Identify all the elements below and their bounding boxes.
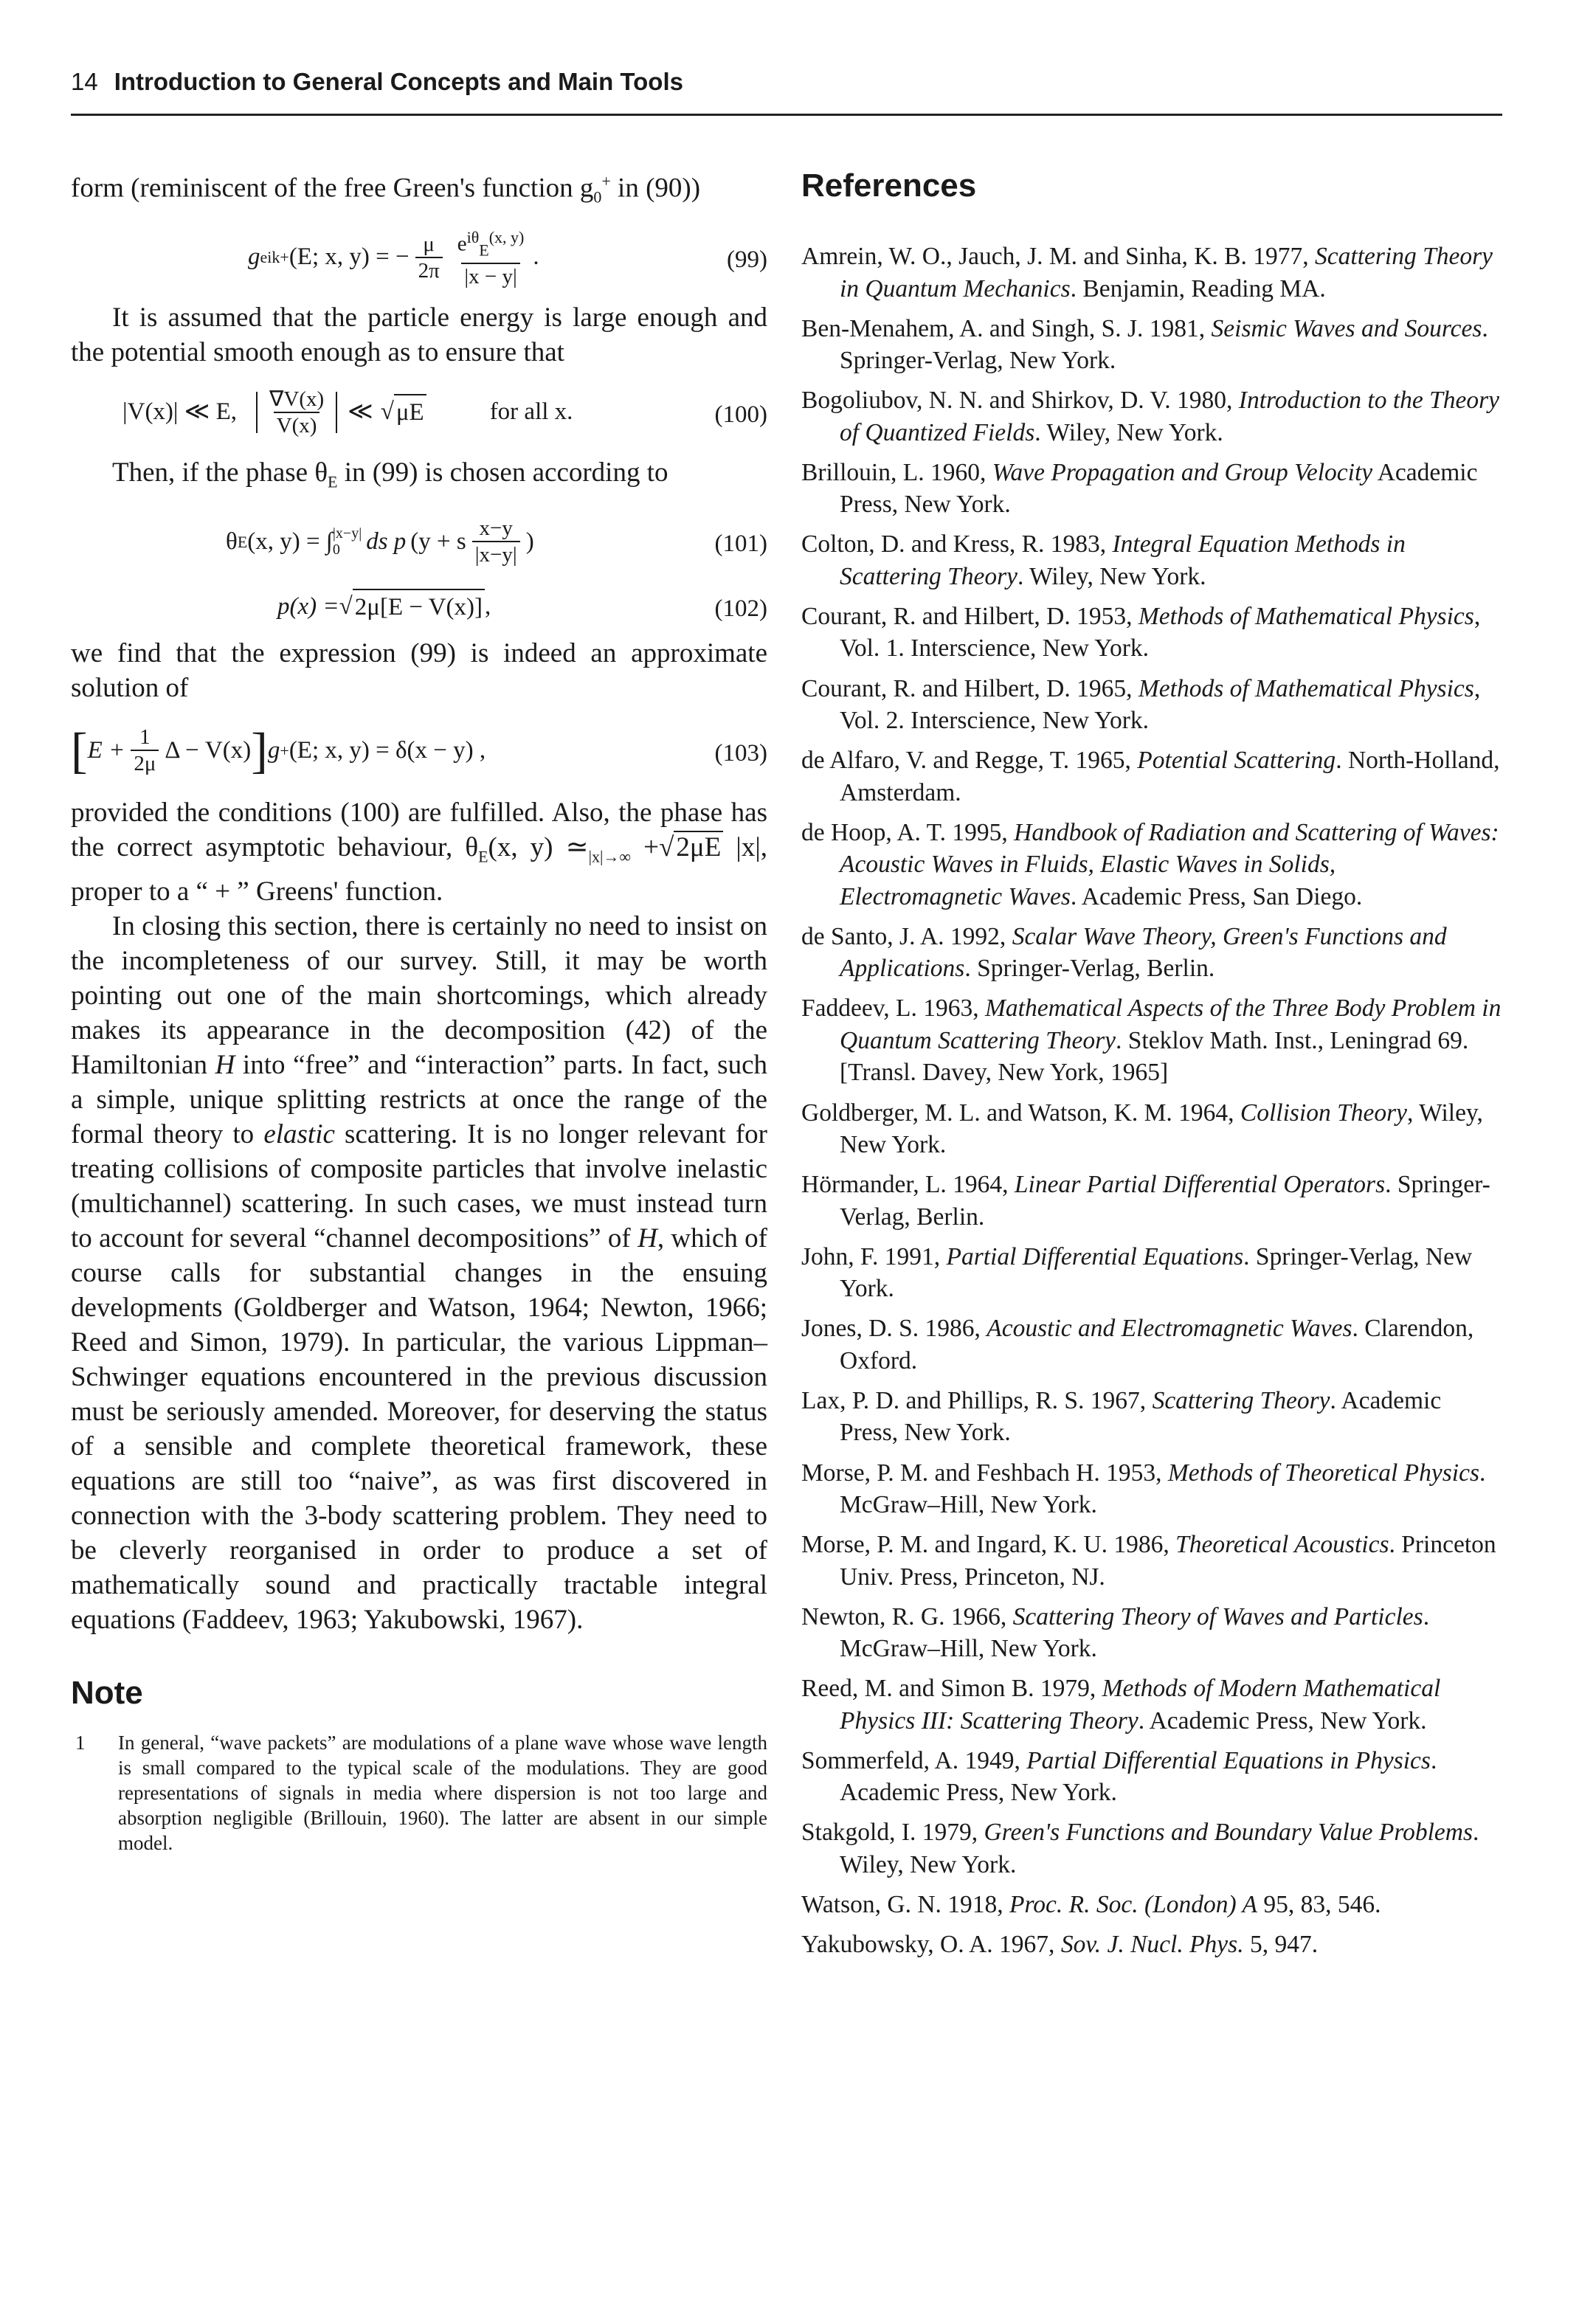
paragraph-intro xyxy=(71,164,767,215)
equation-103 xyxy=(71,713,767,788)
reference-authors: Colton, D. and Kress, R. 1983, xyxy=(801,530,1113,558)
eq102-lhs: p(x) = xyxy=(277,592,339,620)
eq102-number: (102) xyxy=(714,595,767,623)
reference-authors: Morse, P. M. and Feshbach H. 1953, xyxy=(801,1459,1168,1487)
reference-title: Seismic Waves and Sources xyxy=(1211,314,1482,342)
reference-publisher: . Steklov Math. Inst., Leningrad 69. [Transl. Davey, New York, 1965] xyxy=(840,1026,1469,1087)
closing-text-a: In closing this section, there is certainly no need to insist on the incompleteness of our survey. Still, it may be worth pointing out one of the main shortcomings, which already makes its appearance in the decomposition (42) of the Hamiltonian xyxy=(71,910,767,1080)
eq99-exp-sup: iθ xyxy=(466,227,480,246)
left-column xyxy=(71,164,767,2274)
reference-authors: Hörmander, L. 1964, xyxy=(801,1171,1015,1199)
reference-authors: Jones, D. S. 1986, xyxy=(801,1315,987,1343)
eq103-close-bracket: ] xyxy=(251,722,268,779)
reference-authors: Watson, G. N. 1918, xyxy=(801,1891,1010,1919)
eq100-sqrt: μE xyxy=(394,394,426,430)
intro-sub: 0 xyxy=(593,187,602,207)
intro-sup: + xyxy=(601,172,611,190)
eq101-arg-open: (y + s xyxy=(410,528,466,555)
reference-title: Potential Scattering xyxy=(1137,747,1336,775)
header-rule xyxy=(71,114,1502,116)
reference-publisher: . Wiley, New York. xyxy=(1017,562,1206,590)
paragraph-then xyxy=(71,455,767,499)
reference-title: Acoustic and Electromagnetic Waves xyxy=(987,1315,1352,1343)
reference-title: Methods of Mathematical Physics xyxy=(1138,674,1474,702)
reference-title: Collision Theory xyxy=(1240,1099,1408,1127)
eq102-end: , xyxy=(484,592,491,620)
reference-entry xyxy=(801,673,1502,737)
reference-entry xyxy=(801,1385,1502,1449)
reference-title: Introduction to the Theory of Quantized Fields xyxy=(840,387,1500,446)
reference-entry xyxy=(801,384,1502,449)
reference-entry xyxy=(801,1457,1502,1521)
eq101-frac-den: |x−y| xyxy=(472,541,520,567)
equation-99 xyxy=(71,222,767,293)
reference-authors: Newton, R. G. 1966, xyxy=(801,1602,1013,1630)
eq103-g-sup: + xyxy=(280,741,289,760)
reference-publisher: . Wiley, New York. xyxy=(840,1819,1479,1878)
reference-authors: Goldberger, M. L. and Watson, K. M. 1964, xyxy=(801,1099,1240,1127)
reference-entry xyxy=(801,921,1502,985)
eq99-lhs-sup: + xyxy=(280,248,289,267)
reference-authors: Stakgold, I. 1979, xyxy=(801,1819,984,1847)
reference-title: Methods of Modern Mathematical Physics III: Scattering Theory xyxy=(840,1675,1441,1735)
eq103-number: (103) xyxy=(714,740,767,767)
reference-entry xyxy=(801,1313,1502,1377)
reference-entry xyxy=(801,1097,1502,1161)
eq103-rest: Δ − V(x) xyxy=(165,736,252,764)
eq101-upper: |x−y| xyxy=(332,525,362,542)
eq101-frac-num: x−y xyxy=(479,516,513,541)
provided-text-2: (x, y) ≃ xyxy=(488,832,589,863)
intro-end: in (90)) xyxy=(610,173,701,204)
eq103-fraction xyxy=(131,724,159,776)
reference-title: Handbook of Radiation and Scattering of Waves: Acoustic Waves in Fluids, Elastic Waves in Solids, Electromagnetic Waves xyxy=(840,818,1499,910)
reference-publisher: . North-Holland, Amsterdam. xyxy=(840,747,1500,806)
closing-H-1: H xyxy=(215,1049,235,1080)
then-end: in (99) is chosen according to xyxy=(337,457,668,488)
paragraph-find: we find that the expression (99) is indeed an approximate solution of xyxy=(71,638,767,704)
reference-authors: de Santo, J. A. 1992, xyxy=(801,922,1012,950)
reference-publisher: . Clarendon, Oxford. xyxy=(840,1315,1474,1374)
eq100-number: (100) xyxy=(714,401,767,428)
reference-authors: Ben-Menahem, A. and Singh, S. J. 1981, xyxy=(801,314,1212,342)
eq99-args: (E; x, y) = − xyxy=(288,243,410,271)
eq99-fraction xyxy=(415,232,443,283)
paragraph-closing xyxy=(71,909,767,1637)
equation-100: |V(x)| ≪ E, $\frac{\nabla V(x)}{V(x)}$ ≪ √ μE for all x. (100) xyxy=(122,387,767,438)
reference-authors: Courant, R. and Hilbert, D. 1965, xyxy=(801,674,1139,702)
closing-H-2: H xyxy=(638,1222,657,1253)
reference-title: Integral Equation Methods in Scattering Theory xyxy=(840,530,1406,590)
reference-entry xyxy=(801,528,1502,592)
provided-sub-2: |x|→∞ xyxy=(588,847,632,866)
eq99-frac-num: μ xyxy=(423,232,435,256)
reference-title: Green's Functions and Boundary Value Problems xyxy=(984,1819,1473,1847)
eq101-lower: 0 xyxy=(332,542,340,558)
reference-authors: Lax, P. D. and Phillips, R. S. 1967, xyxy=(801,1386,1153,1414)
reference-authors: Faddeev, L. 1963, xyxy=(801,995,986,1023)
eq100-part1: |V(x)| ≪ E, xyxy=(122,398,237,426)
provided-text-3: + xyxy=(631,832,660,863)
reference-title: Mathematical Aspects of the Three Body Problem in Quantum Scattering Theory xyxy=(840,995,1502,1054)
eq99-exp-base: e xyxy=(457,232,467,256)
reference-entry xyxy=(801,1889,1502,1921)
then-sub: E xyxy=(328,472,338,491)
eq100-frac-num: ∇V(x) xyxy=(269,387,325,411)
reference-publisher: , Vol. 2. Interscience, New York. xyxy=(840,674,1481,735)
footnote xyxy=(71,1730,767,1856)
reference-title: Scattering Theory in Quantum Mechanics xyxy=(840,243,1493,302)
reference-title: Partial Differential Equations in Physics xyxy=(1026,1746,1431,1774)
right-column xyxy=(801,164,1502,2274)
reference-publisher: . Academic Press, New York. xyxy=(1138,1706,1427,1735)
reference-entry xyxy=(801,992,1502,1089)
reference-title: Scattering Theory of Waves and Particles xyxy=(1012,1602,1423,1630)
reference-entry xyxy=(801,601,1502,665)
eq103-open-bracket: [ xyxy=(71,722,88,779)
reference-authors: Sommerfeld, A. 1949, xyxy=(801,1746,1027,1774)
provided-sqrt: 2μE xyxy=(674,831,723,862)
running-title: Introduction to General Concepts and Main Tools xyxy=(114,68,683,95)
reference-publisher: Academic Press, New York. xyxy=(840,458,1478,519)
provided-sub-1: E xyxy=(478,847,488,866)
eq101-fraction xyxy=(472,516,520,567)
reference-authors: de Hoop, A. T. 1995, xyxy=(801,818,1015,846)
page-number: 14 xyxy=(71,68,98,95)
reference-publisher: . Princeton Univ. Press, Princeton, NJ. xyxy=(840,1531,1496,1591)
eq99-end: . xyxy=(533,243,539,271)
reference-publisher: 5, 947. xyxy=(1243,1931,1319,1959)
reference-publisher: 95, 83, 546. xyxy=(1257,1891,1381,1919)
reference-publisher: . Springer-Verlag, New York. xyxy=(840,1242,1473,1303)
eq101-args: (x, y) = ∫ xyxy=(247,528,333,555)
reference-entry xyxy=(801,1241,1502,1305)
reference-entry xyxy=(801,1529,1502,1593)
reference-title: Methods of Mathematical Physics xyxy=(1138,602,1474,630)
eq103-g: g xyxy=(267,736,280,764)
eq100-rel: ≪ xyxy=(348,398,373,426)
reference-list xyxy=(801,241,1502,1961)
provided-text-4: |x|, proper to a “ + ” Greens' function. xyxy=(71,832,767,907)
eq100-left-bar xyxy=(256,392,258,433)
reference-publisher: . Academic Press, New York. xyxy=(840,1386,1442,1447)
eq100-right-bar xyxy=(336,392,337,433)
reference-authors: Reed, M. and Simon B. 1979, xyxy=(801,1675,1102,1703)
paragraph-assumed: It is assumed that the particle energy is large enough and the potential smooth enough as to ensure that xyxy=(71,302,767,367)
reference-authors: Brillouin, L. 1960, xyxy=(801,458,992,486)
then-text: Then, if the phase θ xyxy=(112,457,328,488)
reference-entry xyxy=(801,1929,1502,1961)
reference-authors: John, F. 1991, xyxy=(801,1242,947,1270)
reference-publisher: . Academic Press, New York. xyxy=(840,1746,1437,1807)
reference-authors: Morse, P. M. and Ingard, K. U. 1986, xyxy=(801,1531,1176,1559)
reference-entry xyxy=(801,313,1502,377)
eq103-frac-den: 2μ xyxy=(131,750,159,776)
closing-text-d: , which of course calls for substantial changes in the ensuing developments (Goldberger and Watson, 1964; Newton, 1966; Reed and Simon, 1979). In particular, the various Lippman–Schwinger equations encountered in the previous discussion must be seriously amended. Moreover, for deserving the status of a sensible and complete theoretical framework, these equations are still too “naive”, as was first discovered in connection with the 3-body scattering problem. They need to be cleverly reorganised in order to produce a set of mathematically sound and practically tractable integral equations (Faddeev, 1963; Yakubowski, 1967). xyxy=(71,1222,767,1635)
reference-publisher: . Benjamin, Reading MA. xyxy=(1070,274,1326,302)
reference-authors: Yakubowsky, O. A. 1967, xyxy=(801,1931,1061,1959)
eq100-fraction xyxy=(266,387,327,438)
eq99-lhs: g xyxy=(248,243,260,271)
eq103-e: E + xyxy=(87,736,125,764)
eq99-exp-den: |x − y| xyxy=(461,263,519,289)
reference-authors: Bogoliubov, N. N. and Shirkov, D. V. 1980, xyxy=(801,387,1239,415)
reference-authors: Courant, R. and Hilbert, D. 1953, xyxy=(801,602,1139,630)
footnote-text: In general, “wave packets” are modulations of a plane wave whose wave length is small compared to the typical scale of the modulations. They are good representations of signals in media where dispersion is not too large and absorption negligible (Brillouin, 1960). The latter are absent in our simple model. xyxy=(118,1731,767,1854)
reference-title: Methods of Theoretical Physics xyxy=(1167,1459,1479,1487)
reference-entry xyxy=(801,1816,1502,1881)
reference-publisher: . Springer-Verlag, Berlin. xyxy=(840,1171,1490,1231)
closing-elastic: elastic xyxy=(263,1118,335,1149)
running-head xyxy=(71,68,1502,105)
eq103-frac-num: 1 xyxy=(139,725,151,750)
eq101-lhs-sub: E xyxy=(237,532,248,551)
reference-entry xyxy=(801,241,1502,305)
closing-text-c: scattering. It is no longer relevant for treating collisions of composite particles that involve inelastic (multichannel) scattering. In such cases, we must instead turn to account for several “channel decompositions” of xyxy=(71,1118,768,1253)
eq100-condition: for all x. xyxy=(489,398,573,426)
reference-title: Scattering Theory xyxy=(1152,1386,1330,1414)
eq101-number: (101) xyxy=(714,530,767,558)
eq103-rhs: (E; x, y) = δ(x − y) , xyxy=(288,736,486,764)
reference-authors: Amrein, W. O., Jauch, J. M. and Sinha, K. B. 1977, xyxy=(801,243,1316,270)
eq99-exp-sup-args: (x, y) xyxy=(488,227,525,246)
reference-title: Partial Differential Equations xyxy=(946,1242,1244,1270)
reference-title: Wave Propagation and Group Velocity xyxy=(992,458,1373,486)
reference-entry xyxy=(801,1745,1502,1809)
reference-authors: de Alfaro, V. and Regge, T. 1965, xyxy=(801,747,1138,775)
equation-101 xyxy=(71,506,767,577)
intro-text: form (reminiscent of the free Green's function g xyxy=(71,173,594,204)
paragraph-provided: provided the conditions (100) are fulfilled. Also, the phase has the correct asymptotic behaviour, $\theta_E(x$, y) $≃_{|x|\to\infty} +√2\mu E$ |x|, proper to a “ + ” Greens' function. xyxy=(71,798,767,907)
note-heading: Note xyxy=(71,1674,143,1711)
eq99-frac-den: 2π xyxy=(415,257,443,283)
reference-title: Linear Partial Differential Operators xyxy=(1014,1171,1386,1199)
reference-entry xyxy=(801,457,1502,521)
reference-title: Theoretical Acoustics xyxy=(1175,1531,1389,1559)
eq99-lhs-sub: eik xyxy=(260,248,280,267)
reference-publisher: . McGraw–Hill, New York. xyxy=(840,1602,1430,1663)
eq100-frac-den: V(x) xyxy=(274,412,320,438)
eq99-exp-sup-sub: E xyxy=(479,241,489,260)
reference-publisher: . Wiley, New York. xyxy=(1034,418,1223,446)
reference-title: Proc. R. Soc. (London) A xyxy=(1009,1891,1257,1919)
provided-text-1: provided the conditions (100) are fulfilled. Also, the phase has the correct asymptotic behaviour, θ xyxy=(71,798,767,863)
reference-publisher: . Springer-Verlag, Berlin. xyxy=(964,955,1215,983)
reference-entry xyxy=(801,744,1502,809)
reference-entry xyxy=(801,1169,1502,1233)
eq102-sqrt: 2μ[E − V(x)] xyxy=(353,589,485,625)
references-heading: References xyxy=(801,167,977,204)
eq101-arg-close: ) xyxy=(525,528,534,555)
reference-publisher: . McGraw–Hill, New York. xyxy=(840,1459,1486,1518)
reference-entry xyxy=(801,817,1502,913)
equation-102: p(x) = √ 2μ[E − V(x)] , (102) xyxy=(71,584,767,629)
eq101-lhs: θ xyxy=(226,528,238,555)
reference-publisher: , Vol. 1. Interscience, New York. xyxy=(840,602,1481,663)
reference-entry xyxy=(801,1673,1502,1737)
eq99-exp-fraction xyxy=(455,225,528,289)
reference-publisher: , Wiley, New York. xyxy=(840,1099,1483,1159)
reference-entry xyxy=(801,1601,1502,1665)
reference-title: Sov. J. Nucl. Phys. xyxy=(1060,1931,1244,1959)
footnote-number: 1 xyxy=(75,1731,86,1754)
reference-title: Scalar Wave Theory, Green's Functions and Applications xyxy=(840,922,1447,983)
closing-text-b: into “free” and “interaction” parts. In fact, such a simple, unique splitting restricts at once the range of the formal theory to xyxy=(71,1049,767,1149)
eq99-number: (99) xyxy=(727,246,767,273)
reference-publisher: . Springer-Verlag, New York. xyxy=(840,314,1488,375)
reference-publisher: . Academic Press, San Diego. xyxy=(1070,882,1363,910)
eq101-integrand: ds p xyxy=(366,528,407,555)
